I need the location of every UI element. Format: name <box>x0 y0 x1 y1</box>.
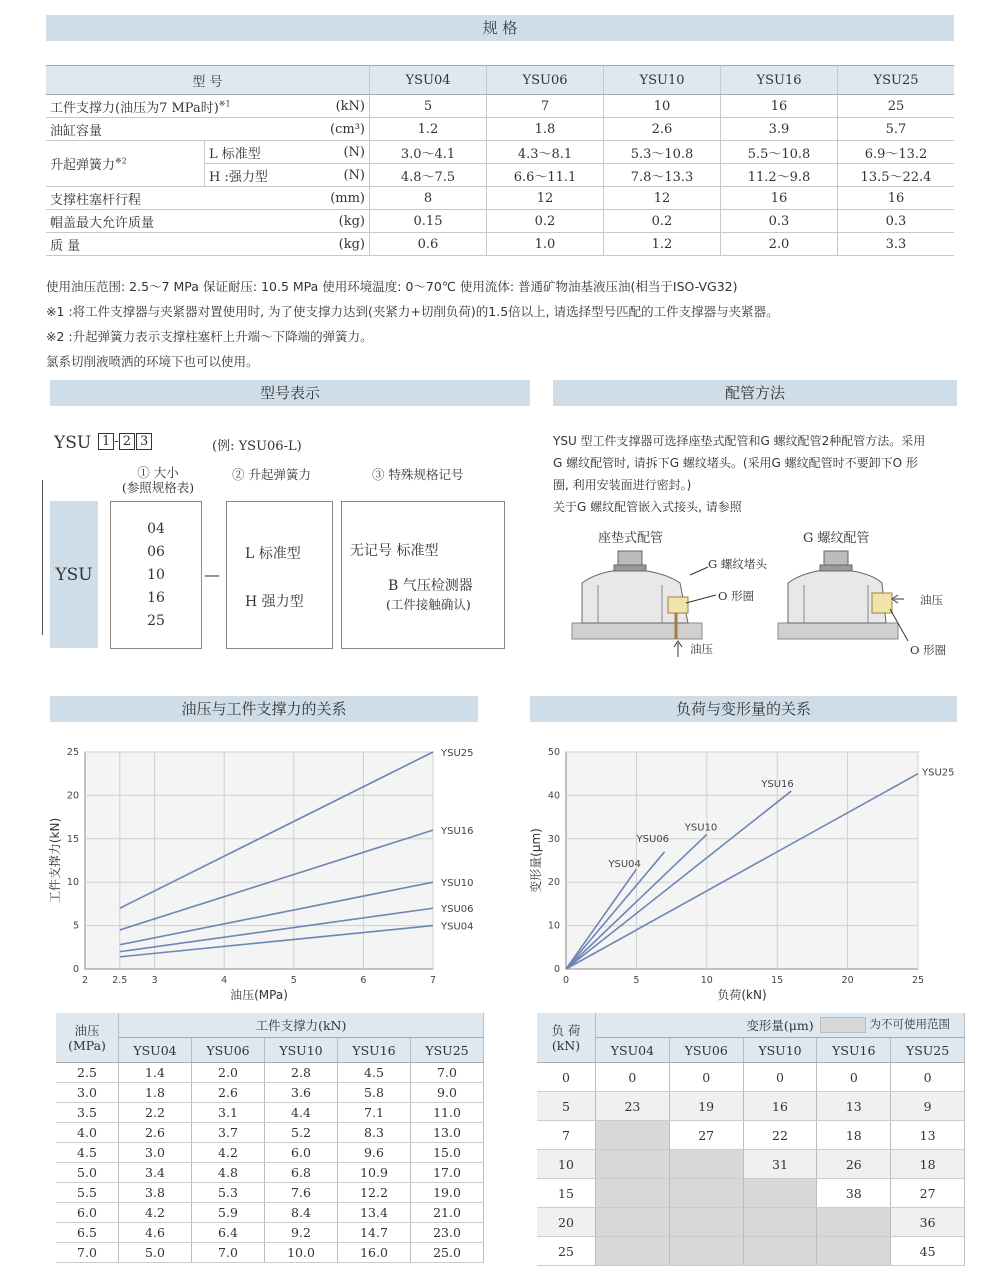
table-cell: 4.4 <box>265 1103 338 1123</box>
row-header: 6.5 <box>56 1223 119 1243</box>
table-row <box>56 1243 484 1263</box>
table-cell <box>669 1179 743 1208</box>
y-tick-label: 10 <box>66 877 79 889</box>
chart-load-deformation <box>520 740 980 1010</box>
series-label: YSU16 <box>761 779 794 791</box>
spec-row: 帽盖最大允许质量 (kg) 0.15 0.2 0.2 0.3 0.3 <box>46 210 954 233</box>
table-row <box>56 1163 484 1183</box>
row-header: 5.0 <box>56 1163 119 1183</box>
y-tick-label: 30 <box>547 833 560 845</box>
chart1-title: 油压与工件支撑力的关系 <box>50 696 478 722</box>
table-cell: 25.0 <box>411 1243 484 1263</box>
table-cell: 26 <box>817 1150 891 1179</box>
fig1-title: 座垫式配管 <box>598 531 664 546</box>
table-cell: 15.0 <box>411 1143 484 1163</box>
plot-area <box>85 752 433 969</box>
table-row <box>56 1143 484 1163</box>
y-tick-label: 0 <box>72 964 79 975</box>
table-cell: 6.8 <box>265 1163 338 1183</box>
spec-label: 工件支撑力(油压为7 MPa时) <box>50 100 219 116</box>
leader-line <box>686 595 716 603</box>
x-tick-label: 2 <box>81 975 89 986</box>
table-cell: 3.8 <box>119 1183 192 1203</box>
table-cell: 45 <box>891 1237 965 1266</box>
spec-model: YSU25 <box>838 66 955 95</box>
table-cell <box>743 1179 817 1208</box>
row-header: 15 <box>537 1179 596 1208</box>
table-cell: 4.2 <box>119 1203 192 1223</box>
series-label: YSU06 <box>441 904 474 916</box>
spec-row: 质 量 (kg) 0.6 1.0 1.2 2.0 3.3 <box>46 233 954 256</box>
x-tick-label: 4 <box>221 975 228 986</box>
column-header: YSU06 <box>192 1038 265 1063</box>
y-axis-label: 变形量(μm) <box>529 828 543 893</box>
table-cell: 5.3 <box>192 1183 265 1203</box>
table-row <box>537 1092 965 1121</box>
spec-model: YSU16 <box>721 66 838 95</box>
table-row <box>56 1223 484 1243</box>
x-tick-label: 5 <box>290 975 297 986</box>
spring-box: L 标准型 H 强力型 <box>226 501 333 649</box>
spec-note: ※1 :将工件支撑器与夹紧器对置使用时, 为了使支撑力达到(夹紧力+切削负荷)的1.5倍以上, 请选择型号匹配的工件支撑器与夹紧器。 <box>46 304 779 319</box>
table-cell: 4.6 <box>119 1223 192 1243</box>
table-cell: 3.0 <box>119 1143 192 1163</box>
spec-model: YSU06 <box>487 66 604 95</box>
column-header: YSU10 <box>743 1038 817 1063</box>
column-header: YSU04 <box>596 1038 670 1063</box>
code-example: (例: YSU06-L) <box>212 439 302 454</box>
table-row <box>56 1203 484 1223</box>
y-axis-label: 工件支撑力(kN) <box>48 817 62 904</box>
column-header: YSU16 <box>817 1038 891 1063</box>
row-header: 25 <box>537 1237 596 1266</box>
table-cell: 19 <box>669 1092 743 1121</box>
table-cell: 2.6 <box>192 1083 265 1103</box>
table-cell: 0 <box>743 1063 817 1092</box>
table-cell: 27 <box>891 1179 965 1208</box>
row-header: 7 <box>537 1121 596 1150</box>
table-row <box>56 1063 484 1083</box>
table-cell <box>817 1208 891 1237</box>
y-tick-label: 20 <box>547 877 560 889</box>
series-label: YSU25 <box>922 767 955 779</box>
row-header: 0 <box>537 1063 596 1092</box>
table-cell: 0 <box>891 1063 965 1092</box>
table-cell: 38 <box>817 1179 891 1208</box>
row-header: 5.5 <box>56 1183 119 1203</box>
row-header: 10 <box>537 1150 596 1179</box>
y-tick-label: 20 <box>66 790 79 802</box>
spec-model-label: 型 号 <box>46 66 370 95</box>
spec-title: 规 格 <box>46 15 954 41</box>
table-cell <box>669 1237 743 1266</box>
spec-row: H :强力型 (N) 4.8～7.5 6.6～11.1 7.8～13.3 11.2～9.8 13.5～22.4 <box>46 164 954 187</box>
y-tick-label: 15 <box>66 833 79 845</box>
y-tick-label: 0 <box>553 964 560 975</box>
table-cell: 36 <box>891 1208 965 1237</box>
row-header: 7.0 <box>56 1243 119 1263</box>
table-cell: 11.0 <box>411 1103 484 1123</box>
fig2-title: G 螺纹配管 <box>803 531 870 546</box>
series-label: YSU16 <box>441 826 474 838</box>
x-tick-label: 5 <box>633 975 640 986</box>
series-label: YSU04 <box>441 921 474 933</box>
table-cell <box>743 1208 817 1237</box>
spec-model: YSU10 <box>604 66 721 95</box>
code-prefix: YSU <box>54 433 92 453</box>
table-cell: 13.4 <box>338 1203 411 1223</box>
base-box: YSU <box>50 501 98 648</box>
x-tick-label: 0 <box>562 975 570 986</box>
table-cell <box>596 1208 670 1237</box>
arrow-icon <box>892 595 904 603</box>
table-cell: 21.0 <box>411 1203 484 1223</box>
x-tick-label: 7 <box>429 975 437 986</box>
table-cell: 2.2 <box>119 1103 192 1123</box>
table-cell: 2.8 <box>265 1063 338 1083</box>
piping-title: 配管方法 <box>553 380 957 406</box>
table-cell: 1.4 <box>119 1063 192 1083</box>
table-cell: 13.0 <box>411 1123 484 1143</box>
y-tick-label: 10 <box>547 920 560 932</box>
row-header: 5 <box>537 1092 596 1121</box>
spec-row: 支撑柱塞杆行程 (mm) 8 12 12 16 16 <box>46 187 954 210</box>
fig2-label: O 形圈 <box>910 643 947 657</box>
table-cell: 13 <box>817 1092 891 1121</box>
table-cell: 27 <box>669 1121 743 1150</box>
x-tick-label: 10 <box>700 975 713 986</box>
leader-line <box>690 567 708 575</box>
table-row <box>537 1237 965 1266</box>
table-cell: 13 <box>891 1121 965 1150</box>
table-cell: 9.0 <box>411 1083 484 1103</box>
table-cell: 3.7 <box>192 1123 265 1143</box>
code-boxes: 1 - 2 3 <box>98 434 152 449</box>
table-cell <box>596 1121 670 1150</box>
table-cell: 16.0 <box>338 1243 411 1263</box>
table-cell: 22 <box>743 1121 817 1150</box>
row-header: 2.5 <box>56 1063 119 1083</box>
table-cell: 0 <box>596 1063 670 1092</box>
series-label: YSU10 <box>684 822 718 834</box>
fig1-label: 油压 <box>690 642 713 656</box>
y-tick-label: 40 <box>547 790 560 802</box>
code-joiner: — <box>204 565 220 584</box>
table-cell <box>669 1150 743 1179</box>
table-cell <box>596 1179 670 1208</box>
table-cell: 8.3 <box>338 1123 411 1143</box>
chart-pressure-force <box>40 740 490 1010</box>
model-code-title: 型号表示 <box>50 380 530 406</box>
table-cell: 2.6 <box>119 1123 192 1143</box>
table-cell: 14.7 <box>338 1223 411 1243</box>
table-cell <box>669 1208 743 1237</box>
table-cell: 2.0 <box>192 1063 265 1083</box>
spec-row: 升起弹簧力$^{※2}$ L 标准型 (N) 3.0～4.1 4.3～8.1 5.3～10.8 5.5～10.8 6.9～13.2 <box>46 141 954 164</box>
fig2-label: 油压 <box>920 593 943 607</box>
bracket-line <box>42 480 43 635</box>
row-header: 4.5 <box>56 1143 119 1163</box>
y-tick-label: 50 <box>547 747 560 758</box>
x-axis-label: 油压(MPa) <box>230 988 288 1002</box>
piping-text: YSU 型工件支撑器可选择座垫式配管和G 螺纹配管2种配管方法。采用 G 螺纹配管时, 请拆下G 螺纹堵头。(采用G 螺纹配管时不要卸下O 形 圈, 利用安装面进行密封。) 关于G 螺纹配管嵌入式接头, 请参照 <box>553 434 926 514</box>
table-cell: 7.0 <box>411 1063 484 1083</box>
table-cell: 23.0 <box>411 1223 484 1243</box>
g-thread-piping-drawing <box>778 551 898 639</box>
x-tick-label: 3 <box>151 975 158 986</box>
row-header: 20 <box>537 1208 596 1237</box>
column-header: YSU25 <box>891 1038 965 1063</box>
col2-caption: ② 升起弹簧力 <box>232 467 311 482</box>
table-cell <box>596 1237 670 1266</box>
table-cell: 10.9 <box>338 1163 411 1183</box>
spec-model: YSU04 <box>370 66 487 95</box>
table-row <box>56 1103 484 1123</box>
y-tick-label: 5 <box>72 920 79 932</box>
table-cell: 6.4 <box>192 1223 265 1243</box>
row-header: 4.0 <box>56 1123 119 1143</box>
series-label: YSU10 <box>441 878 474 890</box>
table-row <box>56 1083 484 1103</box>
table-cell: 4.8 <box>192 1163 265 1183</box>
table-row <box>537 1179 965 1208</box>
table-cell: 16 <box>743 1092 817 1121</box>
table-cell <box>596 1150 670 1179</box>
x-tick-label: 6 <box>360 975 367 986</box>
table-cell: 6.0 <box>265 1143 338 1163</box>
table-cell: 7.1 <box>338 1103 411 1123</box>
table-cell: 9.2 <box>265 1223 338 1243</box>
table-cell: 10.0 <box>265 1243 338 1263</box>
table-cell: 5.2 <box>265 1123 338 1143</box>
special-box: 无记号 标准型 B 气压检测器 (工件接触确认) <box>341 501 505 649</box>
column-header: YSU25 <box>411 1038 484 1063</box>
column-header: YSU16 <box>338 1038 411 1063</box>
size-box: 04 06 10 16 25 <box>110 501 202 649</box>
unusable-legend: 为不可使用范围 <box>820 1016 950 1033</box>
arrow-icon <box>674 641 682 657</box>
col3-caption: ③ 特殊规格记号 <box>372 467 464 482</box>
series-label: YSU06 <box>636 833 670 845</box>
column-header: YSU04 <box>119 1038 192 1063</box>
table-cell: 4.2 <box>192 1143 265 1163</box>
table-cell: 5.8 <box>338 1083 411 1103</box>
chart2-title: 负荷与变形量的关系 <box>530 696 957 722</box>
table-cell: 1.8 <box>119 1083 192 1103</box>
table-cell: 31 <box>743 1150 817 1179</box>
table-cell: 5.0 <box>119 1243 192 1263</box>
table-row <box>56 1123 484 1143</box>
table-cell: 5.9 <box>192 1203 265 1223</box>
table-cell: 8.4 <box>265 1203 338 1223</box>
x-axis-label: 负荷(kN) <box>717 988 767 1002</box>
spec-row: 油缸容量 (cm³) 1.2 1.8 2.6 3.9 5.7 <box>46 118 954 141</box>
fig1-label: O 形圈 <box>718 589 755 603</box>
x-tick-label: 20 <box>841 975 854 986</box>
series-label: YSU04 <box>608 859 641 871</box>
table-row <box>537 1150 965 1179</box>
table-cell: 3.1 <box>192 1103 265 1123</box>
table-cell: 23 <box>596 1092 670 1121</box>
row-header: 6.0 <box>56 1203 119 1223</box>
spec-table <box>46 65 954 256</box>
column-header: YSU10 <box>265 1038 338 1063</box>
column-header: YSU06 <box>669 1038 743 1063</box>
table-cell: 19.0 <box>411 1183 484 1203</box>
spec-note: ※2 :升起弹簧力表示支撑柱塞杆上升端～下降端的弹簧力。 <box>46 329 373 344</box>
col1-caption: ① 大小 (参照规格表) <box>121 465 195 495</box>
table-cell: 9.6 <box>338 1143 411 1163</box>
spec-note: 氯系切削液喷洒的环境下也可以使用。 <box>46 354 259 369</box>
table-cell: 3.6 <box>265 1083 338 1103</box>
load-deformation-table: 负 荷 (kN) 变形量(μm) 为不可使用范围 YSU04 YSU06 YSU10 YSU16 YSU25 0 0 0 0 0 0 5 23 19 16 13 9 7 27 22 18 13 10 31 26 18 15 38 27 20 36 25 45 <box>537 1013 965 1266</box>
table-row <box>537 1121 965 1150</box>
fig1-label: G 螺纹堵头 <box>708 557 767 571</box>
table-cell: 0 <box>817 1063 891 1092</box>
x-tick-label: 25 <box>911 975 925 986</box>
row-header: 3.5 <box>56 1103 119 1123</box>
x-tick-label: 15 <box>771 975 784 986</box>
table-cell: 3.4 <box>119 1163 192 1183</box>
x-tick-label: 2.5 <box>112 975 128 986</box>
table-cell <box>817 1237 891 1266</box>
table-cell: 9 <box>891 1092 965 1121</box>
table-cell: 17.0 <box>411 1163 484 1183</box>
spec-note: 使用油压范围: 2.5～7 MPa 保证耐压: 10.5 MPa 使用环境温度: 0～70℃ 使用流体: 普通矿物油基液压油(相当于ISO-VG32) <box>46 279 738 294</box>
spec-row: 工件支撑力(油压为7 MPa时)$^{※1}$ (kN) 5 7 10 16 25 <box>46 95 954 118</box>
table-cell: 18 <box>817 1121 891 1150</box>
seat-piping-drawing <box>572 551 702 639</box>
table-cell: 18 <box>891 1150 965 1179</box>
row-header: 3.0 <box>56 1083 119 1103</box>
table-cell: 4.5 <box>338 1063 411 1083</box>
table-row <box>537 1063 965 1092</box>
table-cell <box>743 1237 817 1266</box>
y-tick-label: 25 <box>66 747 79 758</box>
series-label: YSU25 <box>441 748 474 759</box>
table-cell: 12.2 <box>338 1183 411 1203</box>
table-cell: 0 <box>669 1063 743 1092</box>
table-cell: 7.6 <box>265 1183 338 1203</box>
table-row <box>56 1183 484 1203</box>
table-cell: 7.0 <box>192 1243 265 1263</box>
table-row <box>537 1208 965 1237</box>
pressure-force-table: 油压 (MPa) 工件支撑力(kN) YSU04 YSU06 YSU10 YSU16 YSU25 2.5 1.4 2.0 2.8 4.5 7.0 3.0 1.8 2.6 3.6 5.8 9.0 3.5 2.2 3.1 4.4 7.1 11.0 4.0 2.6 3.7 5.2 8.3 13.0 4.5 3.0 4.2 6.0 9.6 15.0 5.0 3.4 4.8 6.8 10.9 17.0 5.5 3.8 5.3 7.6 12.2 19.0 6.0 4.2 5.9 8.4 13.4 21.0 6.5 4.6 6.4 9.2 14.7 23.0 7.0 5.0 7.0 10.0 16.0 25.0 <box>56 1013 484 1263</box>
